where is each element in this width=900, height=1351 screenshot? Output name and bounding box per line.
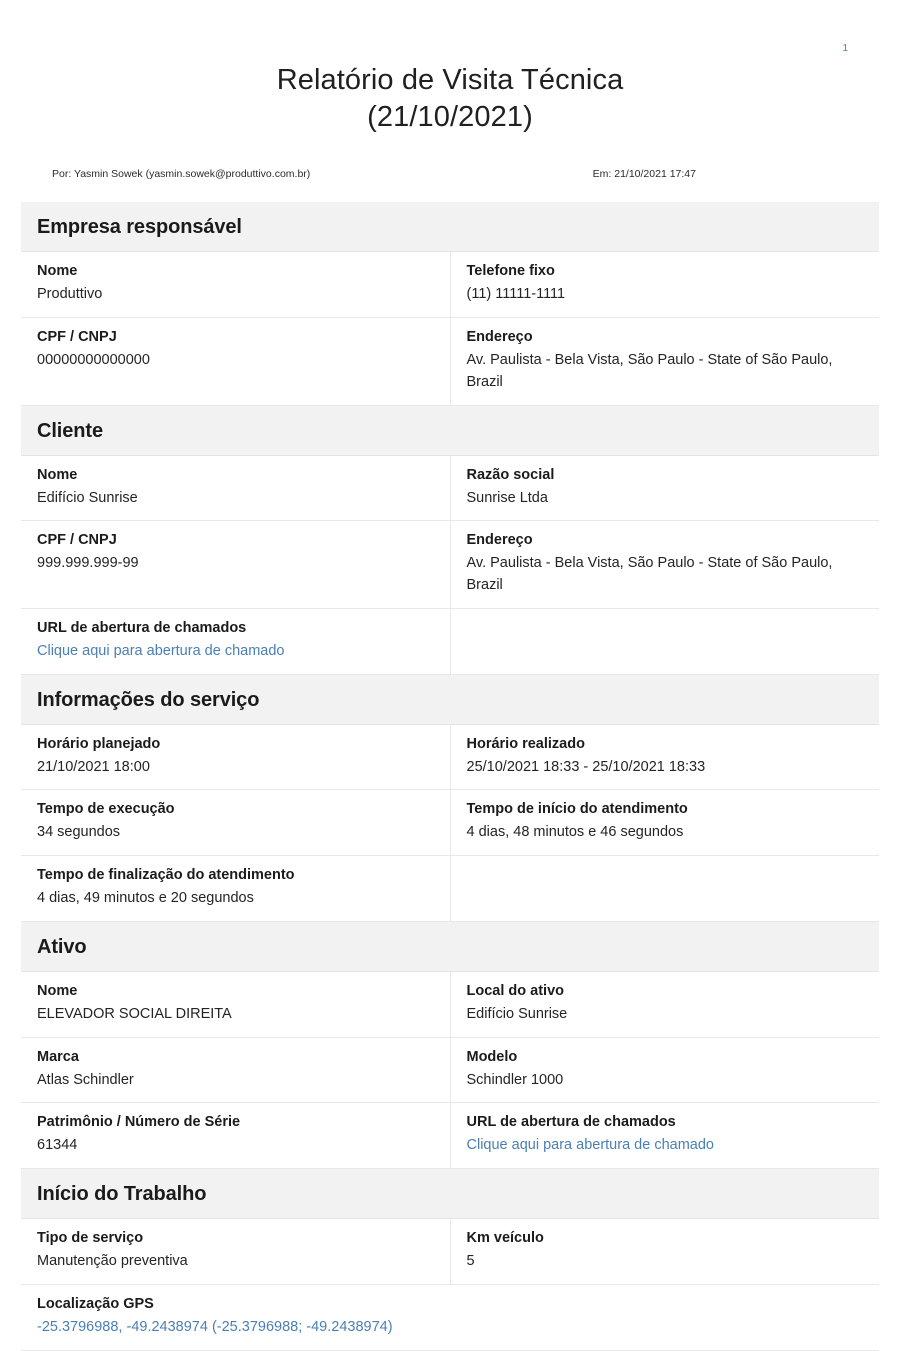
section-header-cell xyxy=(21,921,879,971)
field-value: 25/10/2021 18:33 - 25/10/2021 18:33 xyxy=(466,758,706,775)
field-label: Local do ativo xyxy=(466,982,564,999)
table-row xyxy=(21,856,879,922)
field-nome xyxy=(21,252,450,318)
field-value: Atlas Schindler xyxy=(37,1071,134,1088)
report-body xyxy=(21,202,879,1350)
field-label: Localização GPS xyxy=(37,1295,154,1312)
field-label: Modelo xyxy=(466,1048,518,1065)
field-value: Av. Paulista - Bela Vista, São Paulo - State of São Paulo, Brazil xyxy=(466,352,833,390)
field-label: Nome xyxy=(37,263,78,280)
document-meta xyxy=(0,168,900,180)
section-title: Informações do serviço xyxy=(37,688,260,711)
field-value: (11) 11111-1111 xyxy=(466,286,566,303)
table-row xyxy=(21,971,879,1037)
table-row xyxy=(21,455,879,521)
field-value: 4 dias, 48 minutos e 46 segundos xyxy=(466,824,684,841)
field-localizacao-gps xyxy=(21,1284,879,1350)
section-header-empresa-responsavel xyxy=(21,202,879,252)
field-value: Produttivo xyxy=(37,286,103,303)
field-endereco xyxy=(450,521,879,609)
table-row xyxy=(21,317,879,405)
field-local-do-ativo xyxy=(450,971,879,1037)
field-label: Horário realizado xyxy=(466,735,585,752)
field-label: Tempo de execução xyxy=(37,801,175,818)
field-value: Edifício Sunrise xyxy=(37,489,138,506)
field-label: Tipo de serviço xyxy=(37,1230,144,1247)
field-horario-planejado xyxy=(21,724,450,790)
field-tempo-de-inicio-do-atendimento xyxy=(450,790,879,856)
field-tipo-de-servico xyxy=(21,1219,450,1285)
field-value: 00000000000000 xyxy=(37,352,150,368)
field-patrimonio-numero-de-serie xyxy=(21,1103,450,1169)
field-value: Manutenção preventiva xyxy=(37,1253,188,1270)
field-value: Edifício Sunrise xyxy=(466,1005,568,1022)
section-header-informacoes-do-servico xyxy=(21,674,879,724)
field-endereco xyxy=(450,317,879,405)
page-title xyxy=(0,0,900,136)
field-value: 5 xyxy=(466,1253,475,1270)
table-row xyxy=(21,724,879,790)
field-label: Horário planejado xyxy=(37,735,161,752)
section-title: Ativo xyxy=(37,935,87,958)
field-km-veiculo xyxy=(450,1219,879,1285)
field-value-link[interactable]: -25.3796988, -49.2438974 (-25.3796988; -49.2438974) xyxy=(37,1318,393,1335)
page-title-line2: (21/10/2021) xyxy=(367,101,533,134)
field-value: 4 dias, 49 minutos e 20 segundos xyxy=(37,890,254,907)
field-value: Schindler 1000 xyxy=(466,1071,564,1088)
report-author: Por: Yasmin Sowek (yasmin.sowek@produttivo.com.br) xyxy=(52,168,311,181)
field-label: Patrimônio / Número de Série xyxy=(37,1114,241,1131)
field-label: Telefone fixo xyxy=(466,263,555,280)
page-title-line1: Relatório de Visita Técnica xyxy=(276,64,624,96)
field-tempo-de-finalizacao-do-atendimento xyxy=(21,856,450,922)
field-value-link[interactable]: Clique aqui para abertura de chamado xyxy=(37,642,285,659)
section-header-cliente xyxy=(21,405,879,455)
section-title: Empresa responsável xyxy=(37,216,242,239)
field-label: Tempo de finalização do atendimento xyxy=(37,867,295,884)
field-label: Nome xyxy=(37,466,78,483)
field-value-link[interactable]: Clique aqui para abertura de chamado xyxy=(466,1137,714,1154)
field-value: Av. Paulista - Bela Vista, São Paulo - State of São Paulo, Brazil xyxy=(466,555,833,594)
field-label: Km veículo xyxy=(466,1230,544,1247)
field-cpf-cnpj xyxy=(21,317,450,405)
field-label: URL de abertura de chamados xyxy=(37,619,247,636)
page-number: 1 xyxy=(842,43,848,54)
section-header-cell xyxy=(21,1169,879,1219)
section-header-cell xyxy=(21,674,879,724)
field-label: Tempo de início do atendimento xyxy=(466,801,688,818)
field-value: 21/10/2021 18:00 xyxy=(37,758,150,775)
field-label: Endereço xyxy=(466,532,533,549)
table-row xyxy=(21,608,879,674)
field-value: ELEVADOR SOCIAL DIREITA xyxy=(37,1005,232,1022)
report-table xyxy=(21,202,879,1350)
table-row xyxy=(21,1219,879,1285)
field-nome xyxy=(21,455,450,521)
table-row xyxy=(21,1037,879,1103)
section-header-ativo xyxy=(21,921,879,971)
field-label: Razão social xyxy=(466,466,555,483)
field-url-de-abertura-de-chamados xyxy=(21,608,450,674)
field-value: 61344 xyxy=(37,1137,78,1154)
field-label: Nome xyxy=(37,982,78,999)
field-value: Sunrise Ltda xyxy=(466,489,548,506)
field-label: CPF / CNPJ xyxy=(37,328,117,345)
field-marca xyxy=(21,1037,450,1103)
section-header-cell xyxy=(21,202,879,252)
section-title: Cliente xyxy=(37,419,103,442)
table-row xyxy=(21,1103,879,1169)
field-modelo xyxy=(450,1037,879,1103)
field-telefone-fixo xyxy=(450,252,879,318)
section-header-cell xyxy=(21,405,879,455)
field-horario-realizado xyxy=(450,724,879,790)
field-razao-social xyxy=(450,455,879,521)
table-row xyxy=(21,521,879,609)
field-label: Marca xyxy=(37,1048,79,1065)
table-row xyxy=(21,790,879,856)
field-label: CPF / CNPJ xyxy=(37,532,117,549)
empty-cell xyxy=(450,856,879,922)
field-value: 34 segundos xyxy=(37,824,121,841)
field-label: URL de abertura de chamados xyxy=(466,1114,676,1131)
table-row xyxy=(21,1284,879,1350)
table-row xyxy=(21,252,879,318)
field-label: Endereço xyxy=(466,328,533,345)
section-title: Início do Trabalho xyxy=(37,1183,207,1206)
field-cpf-cnpj xyxy=(21,521,450,609)
field-url-de-abertura-de-chamados xyxy=(450,1103,879,1169)
report-generated-at: Em: 21/10/2021 17:47 xyxy=(592,168,696,181)
field-nome xyxy=(21,971,450,1037)
section-header-inicio-do-trabalho xyxy=(21,1169,879,1219)
field-tempo-de-execucao xyxy=(21,790,450,856)
field-value: 999.999.999-99 xyxy=(37,555,139,572)
empty-cell xyxy=(450,608,879,674)
